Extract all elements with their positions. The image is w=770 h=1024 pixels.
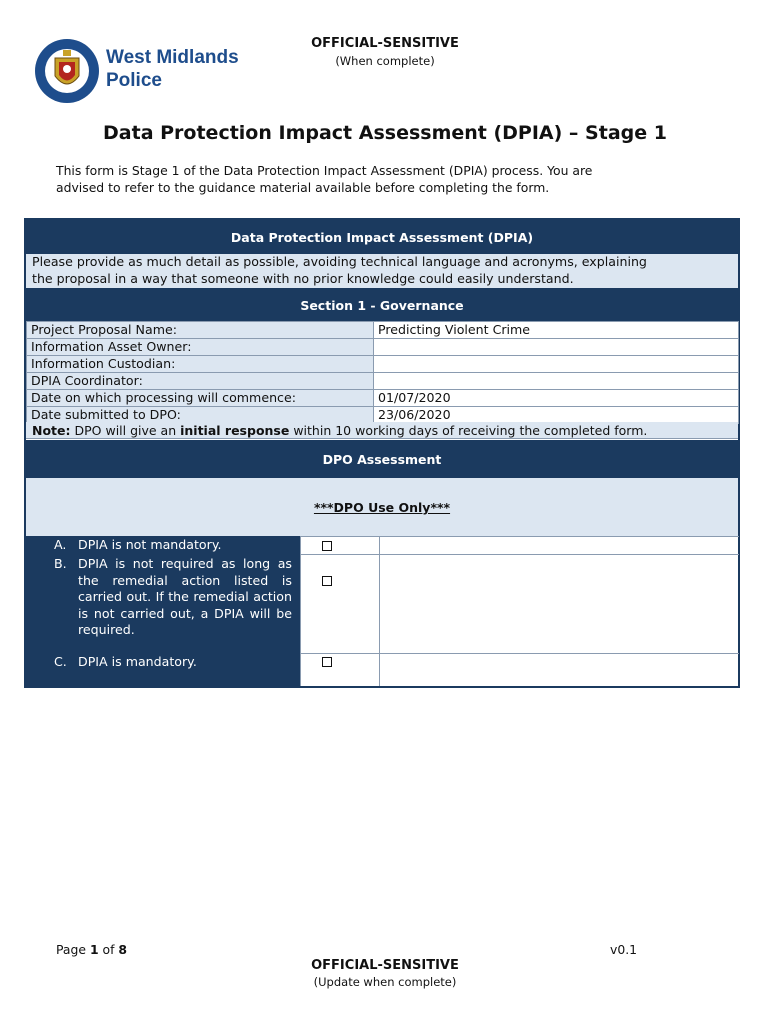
row-label: Project Proposal Name:: [27, 322, 374, 339]
dpo-assessment-heading: DPO Assessment: [26, 440, 738, 478]
governance-note: [26, 422, 738, 439]
row-label: DPIA Coordinator:: [27, 373, 374, 390]
checkbox-column: [300, 536, 380, 686]
police-crest-icon: [34, 36, 100, 106]
note-label: Note:: [32, 423, 71, 438]
intro-text: [56, 162, 716, 196]
instructions-line-1: Please provide as much detail as possible, avoiding technical language and acronyms, explaining: [32, 254, 647, 269]
page-number: [56, 942, 127, 957]
footer-classification: OFFICIAL-SENSITIVE: [311, 958, 459, 973]
version-label: v0.1: [610, 942, 638, 957]
option-letter: A.: [54, 537, 67, 552]
table-row: [27, 407, 739, 424]
page-of: of: [98, 942, 119, 957]
intro-line-2: advised to refer to the guidance material available before completing the form.: [56, 180, 550, 195]
submitted-date-field[interactable]: 23/06/2020: [374, 407, 739, 424]
row-label: Information Asset Owner:: [27, 339, 374, 356]
governance-heading: Section 1 - Governance: [26, 288, 738, 321]
row-label: Information Custodian:: [27, 356, 374, 373]
table-row: [27, 373, 739, 390]
option-letter: C.: [54, 654, 67, 669]
table-row: [27, 390, 739, 407]
dpia-section-heading: Data Protection Impact Assessment (DPIA): [26, 220, 738, 254]
divider: [300, 536, 739, 537]
divider: [300, 653, 739, 654]
intro-line-1: This form is Stage 1 of the Data Protection Impact Assessment (DPIA) process. You are: [56, 163, 593, 178]
custodian-field[interactable]: [374, 356, 739, 373]
option-text: DPIA is not required as long as the remedial action listed is carried out. If the remedial action is not carried out, a DPIA will be required.: [78, 556, 292, 637]
note-text-pre: DPO will give an: [70, 423, 181, 438]
list-item: [34, 654, 294, 672]
option-text: DPIA is mandatory.: [78, 654, 197, 669]
row-label: Date on which processing will commence:: [27, 390, 374, 407]
coordinator-field[interactable]: [374, 373, 739, 390]
note-text-bold: initial response: [180, 423, 290, 438]
footer-classification-note: (Update when complete): [313, 975, 457, 989]
page-title: Data Protection Impact Assessment (DPIA) – Stage 1: [103, 122, 667, 144]
page-current: 1: [89, 942, 99, 957]
option-b-checkbox[interactable]: [322, 576, 332, 586]
asset-owner-field[interactable]: [374, 339, 739, 356]
page-prefix: Page: [56, 942, 90, 957]
option-letter: B.: [54, 556, 67, 571]
option-a-checkbox[interactable]: [322, 541, 332, 551]
list-item: [34, 556, 294, 640]
commence-date-field[interactable]: 01/07/2020: [374, 390, 739, 407]
divider: [300, 554, 739, 555]
instructions-line-2: the proposal in a way that someone with no prior knowledge could easily understand.: [32, 270, 574, 286]
governance-table: [26, 321, 739, 424]
project-name-field[interactable]: Predicting Violent Crime: [374, 322, 739, 339]
classification-note: (When complete): [335, 54, 435, 68]
dpia-instructions: [26, 254, 738, 288]
option-text: DPIA is not mandatory.: [78, 537, 222, 552]
table-row: [27, 339, 739, 356]
table-row: [27, 322, 739, 339]
brand-name: [106, 46, 239, 92]
page-total: 8: [118, 942, 128, 957]
brand-line-2: Police: [106, 70, 162, 91]
option-c-checkbox[interactable]: [322, 657, 332, 667]
classification-marking: OFFICIAL-SENSITIVE: [311, 36, 459, 51]
dpo-use-only: ***DPO Use Only***: [26, 478, 738, 536]
table-row: [27, 356, 739, 373]
list-item: [34, 537, 294, 555]
row-label: Date submitted to DPO:: [27, 407, 374, 424]
note-text-post: within 10 working days of receiving the completed form.: [289, 423, 648, 438]
brand-line-1: West Midlands: [106, 47, 239, 68]
